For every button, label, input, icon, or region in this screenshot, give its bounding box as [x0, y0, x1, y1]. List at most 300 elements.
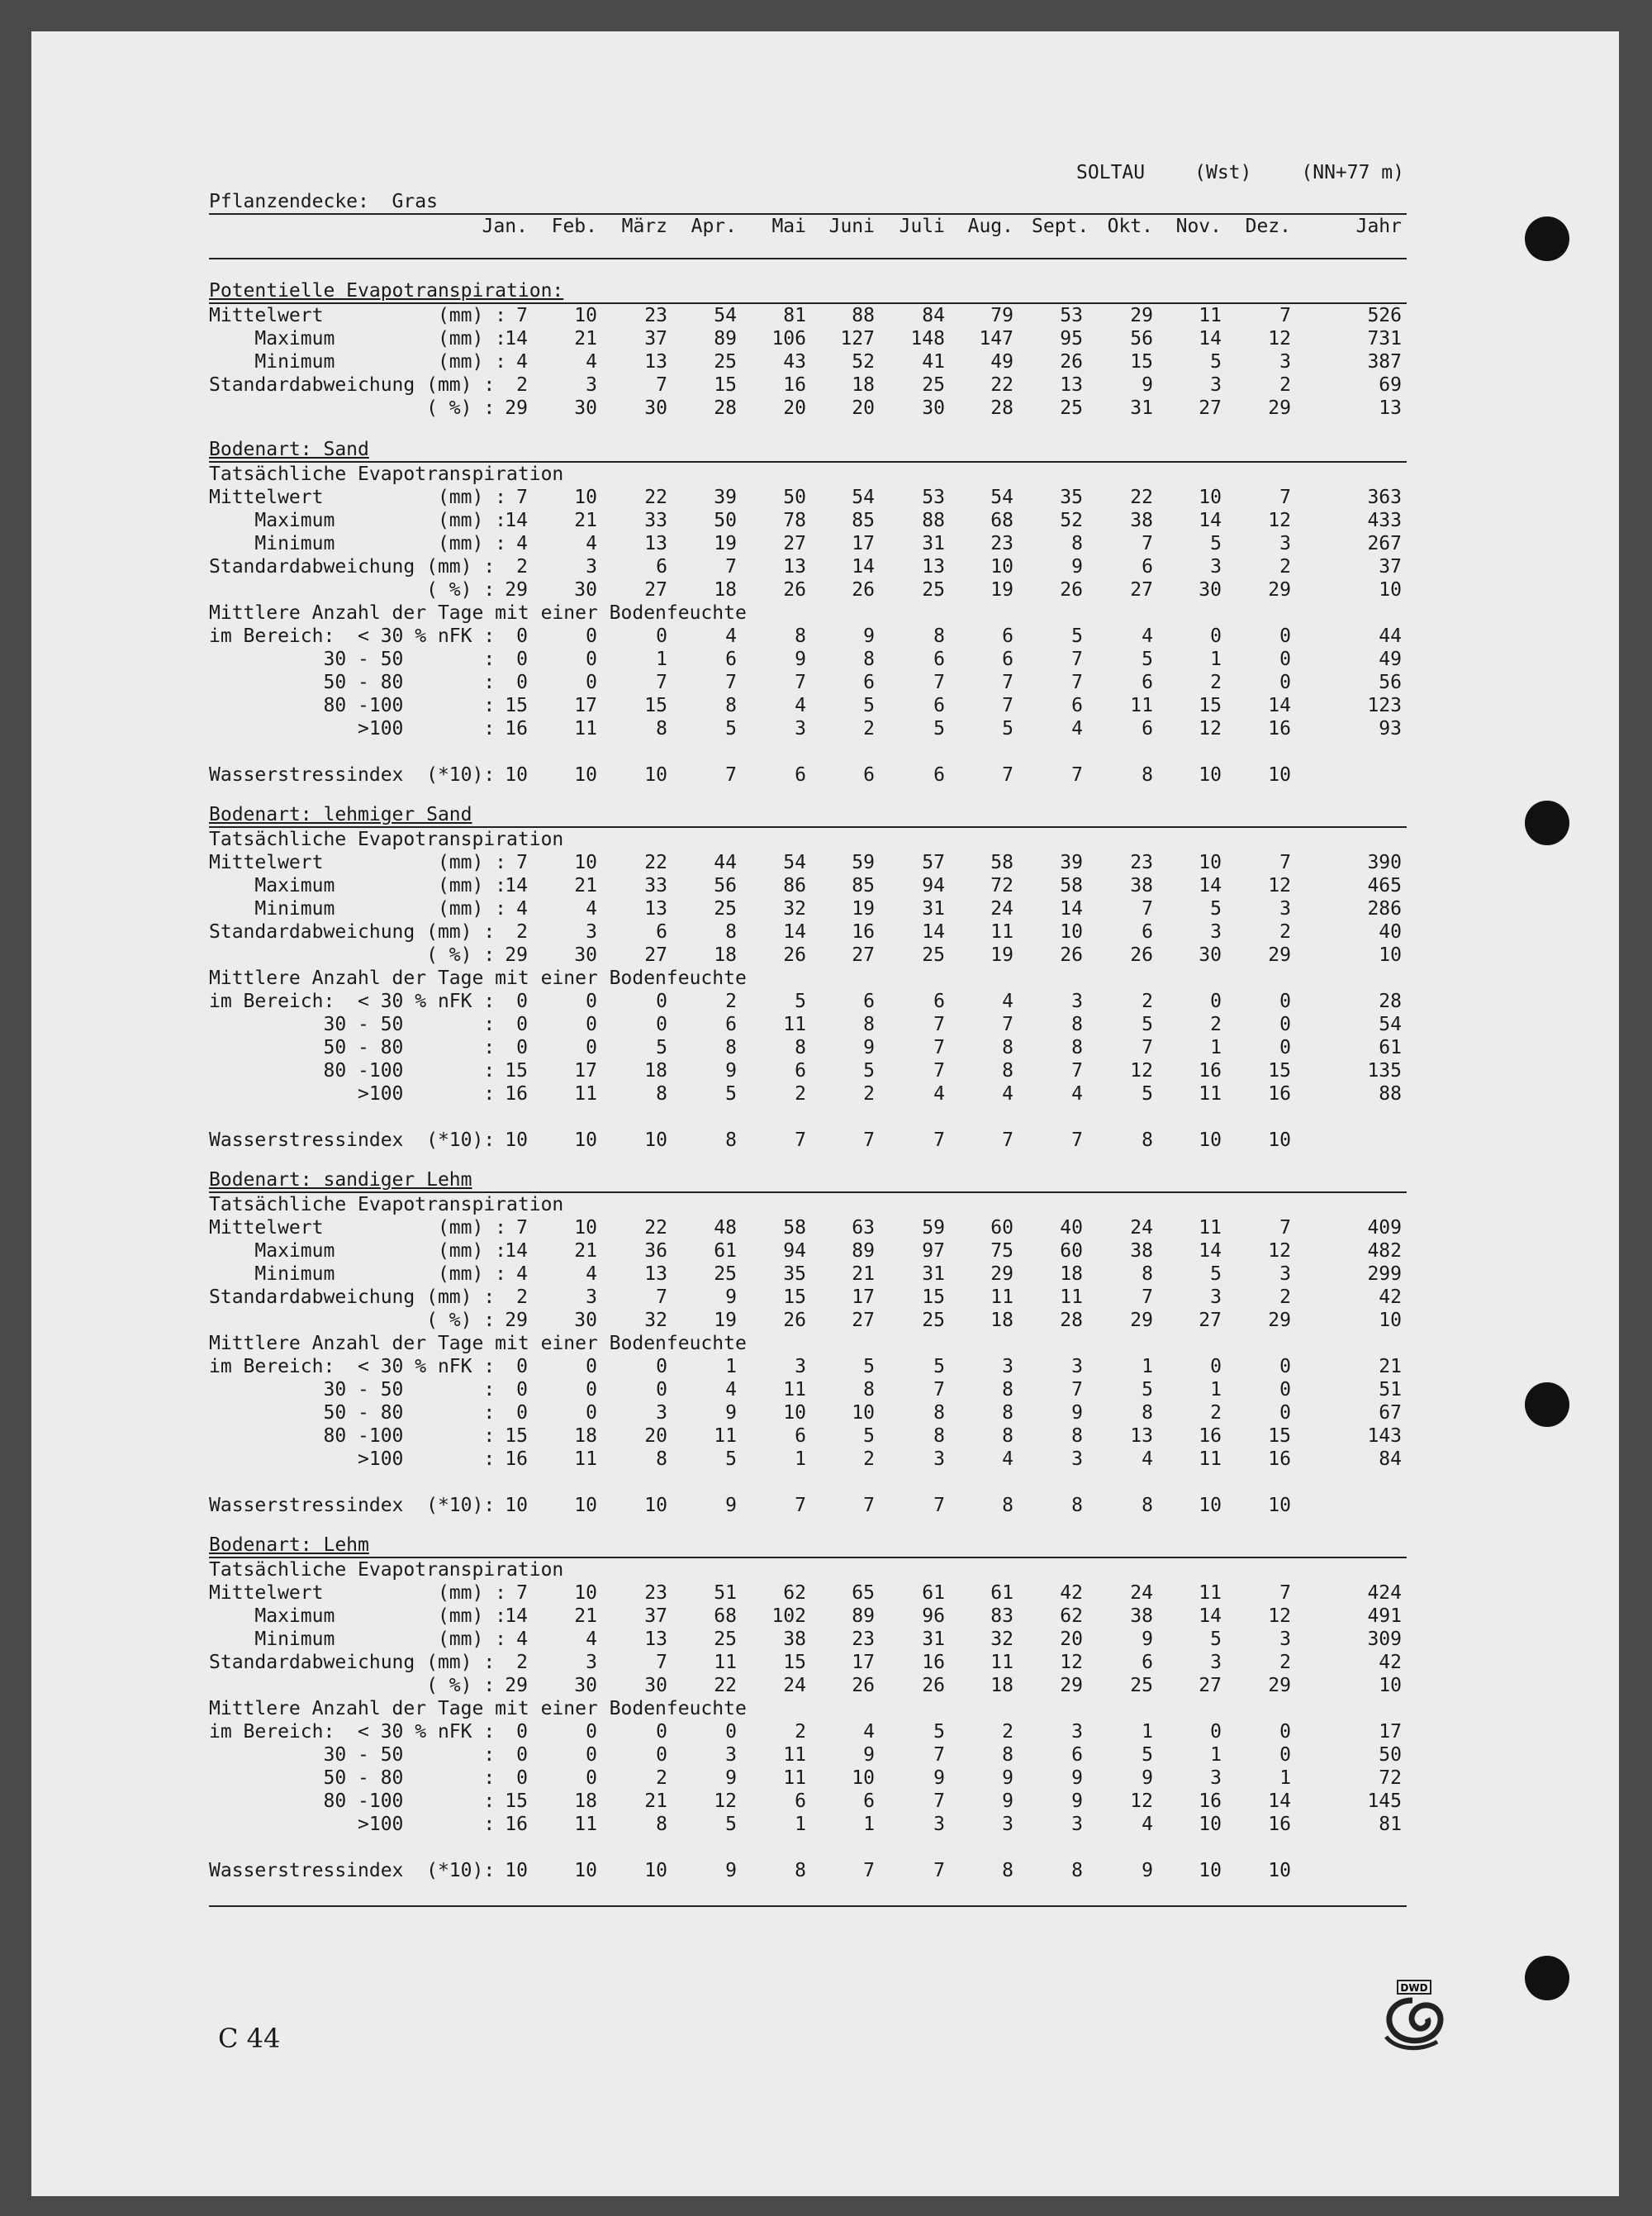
table-cell: 14	[922, 921, 945, 943]
table-cell: 4	[725, 1379, 737, 1400]
row-label: Mittelwert (mm) :	[209, 852, 507, 873]
days-row	[209, 625, 1407, 648]
punch-hole	[1525, 801, 1569, 845]
table-cell: 7	[656, 374, 667, 396]
table-cell: 10	[505, 764, 528, 786]
table-cell: 24	[1130, 1582, 1153, 1604]
row-label: Minimum (mm) :	[209, 351, 507, 373]
table-cell: 29	[1268, 944, 1291, 966]
table-cell: 9	[933, 1767, 945, 1789]
spacer	[209, 259, 1407, 279]
data-row	[209, 555, 1407, 578]
table-cell: 0	[586, 649, 597, 670]
table-cell: 3	[586, 374, 597, 396]
table-cell: 5	[795, 991, 806, 1012]
table-cell: 25	[1130, 1675, 1153, 1696]
table-cell: 85	[852, 875, 875, 896]
table-cell: 1	[1142, 1721, 1153, 1743]
data-row	[209, 578, 1407, 602]
table-cell: 5	[863, 695, 875, 716]
table-cell: 491	[1367, 1605, 1402, 1627]
table-cell: 16	[1268, 1083, 1291, 1105]
table-cell: 29	[1268, 1310, 1291, 1331]
page-number: C 44	[218, 2023, 281, 2054]
table-cell: 6	[1142, 718, 1153, 739]
row-label: Bodenart: Lehm	[209, 1534, 369, 1556]
table-cell: 9	[1071, 1790, 1083, 1812]
table-cell: 59	[922, 1217, 945, 1239]
wsi-row	[209, 763, 1407, 787]
table-cell: 1	[1210, 1379, 1222, 1400]
table-cell: 22	[644, 487, 667, 508]
table-cell: 0	[586, 1721, 597, 1743]
row-label: 50 - 80 :	[209, 1037, 496, 1058]
row-label: 80 -100 :	[209, 695, 496, 716]
table-cell: 11	[990, 921, 1014, 943]
table-cell: 3	[1071, 1814, 1083, 1835]
table-cell: 16	[852, 921, 875, 943]
table-cell: 25	[922, 944, 945, 966]
table-cell: 26	[1060, 351, 1083, 373]
table-cell: 387	[1367, 351, 1402, 373]
table-cell: 10	[1199, 852, 1222, 873]
table-cell: 127	[840, 328, 875, 350]
table-cell: 10	[1379, 944, 1402, 966]
row-label: 30 - 50 :	[209, 1014, 496, 1035]
table-cell: 16	[505, 1814, 528, 1835]
row-label: ( %) :	[209, 944, 496, 966]
table-cell: 8	[1142, 1402, 1153, 1424]
row-label: Mittelwert (mm) :	[209, 1217, 507, 1239]
table-cell: 433	[1367, 510, 1402, 531]
days-title	[209, 967, 1407, 990]
row-label: Standardabweichung (mm) :	[209, 1286, 496, 1308]
station-header	[209, 162, 1407, 190]
table-cell: 12	[1199, 718, 1222, 739]
table-cell: 21	[852, 1263, 875, 1285]
table-cell: 1	[795, 1448, 806, 1470]
spacer	[209, 1152, 1407, 1168]
table-cell: 38	[1130, 875, 1153, 896]
table-cell: 22	[644, 852, 667, 873]
table-cell: 0	[586, 991, 597, 1012]
row-label: 80 -100 :	[209, 1425, 496, 1447]
table-cell: 89	[852, 1605, 875, 1627]
table-cell: 5	[725, 1448, 737, 1470]
table-cell: 22	[1130, 487, 1153, 508]
table-cell: 6	[795, 764, 806, 786]
table-cell: 16	[922, 1652, 945, 1673]
table-cell: 16	[1199, 1425, 1222, 1447]
table-cell: 8	[1071, 1860, 1083, 1881]
table-cell: 0	[1210, 625, 1222, 647]
table-cell: 4	[1071, 1083, 1083, 1105]
table-cell: 38	[1130, 1240, 1153, 1262]
row-label: Maximum (mm) :	[209, 1240, 507, 1262]
table-cell: 1	[1142, 1356, 1153, 1377]
table-cell: 8	[1071, 533, 1083, 554]
table-cell: 10	[574, 1582, 597, 1604]
table-cell: 8	[1002, 1425, 1014, 1447]
table-cell: 14	[1060, 898, 1083, 920]
soil-subtitle	[209, 1558, 1407, 1581]
table-cell: 4	[516, 1629, 528, 1650]
data-row	[209, 327, 1407, 350]
table-cell: 16	[1268, 1814, 1291, 1835]
table-cell: 61	[714, 1240, 737, 1262]
table-cell: 18	[990, 1310, 1014, 1331]
table-cell: 286	[1367, 898, 1402, 920]
table-cell: 60	[1060, 1240, 1083, 1262]
table-cell: 0	[1279, 672, 1291, 693]
table-cell: 22	[990, 374, 1014, 396]
table-cell: 40	[1060, 1217, 1083, 1239]
row-label: ( %) :	[209, 397, 496, 419]
table-cell: 7	[863, 1129, 875, 1151]
table-cell: 3	[586, 1652, 597, 1673]
table-cell: 88	[1379, 1083, 1402, 1105]
table-cell: 23	[644, 305, 667, 326]
table-cell: 2	[516, 1652, 528, 1673]
table-cell: 18	[714, 579, 737, 601]
data-row	[209, 897, 1407, 920]
table-cell: 0	[516, 1767, 528, 1789]
table-cell: 14	[1268, 1790, 1291, 1812]
table-cell: 4	[1142, 1814, 1153, 1835]
table-cell: 33	[644, 510, 667, 531]
row-label: 80 -100 :	[209, 1790, 496, 1812]
table-cell: 3	[725, 1744, 737, 1766]
table-cell: 27	[644, 944, 667, 966]
table-cell: 28	[990, 397, 1014, 419]
table-cell: 9	[725, 1060, 737, 1082]
table-cell: 0	[1210, 1721, 1222, 1743]
table-cell: 8	[795, 1037, 806, 1058]
table-cell: 27	[1130, 579, 1153, 601]
table-cell: 5	[863, 1356, 875, 1377]
row-label: >100 :	[209, 1083, 496, 1105]
table-cell: 7	[656, 1652, 667, 1673]
table-cell: 6	[1002, 625, 1014, 647]
table-cell: 1	[725, 1356, 737, 1377]
table-cell: 3	[1279, 351, 1291, 373]
table-cell: 27	[852, 1310, 875, 1331]
table-cell: 94	[783, 1240, 806, 1262]
table-cell: 9	[1071, 556, 1083, 578]
table-cell: 7	[1071, 649, 1083, 670]
wsi-row	[209, 1129, 1407, 1152]
table-cell: 75	[990, 1240, 1014, 1262]
table-cell: 2	[795, 1083, 806, 1105]
table-cell: 7	[863, 1495, 875, 1516]
spacer	[209, 1836, 1407, 1859]
table-cell: 2	[1279, 1652, 1291, 1673]
row-label: Tatsächliche Evapotranspiration	[209, 1194, 564, 1215]
table-cell: 9	[725, 1402, 737, 1424]
table-cell: 30	[1199, 579, 1222, 601]
table-cell: 24	[1130, 1217, 1153, 1239]
table-cell: 29	[505, 1310, 528, 1331]
table-cell: 0	[656, 991, 667, 1012]
table-cell: 5	[933, 1356, 945, 1377]
table-cell: 1	[1210, 649, 1222, 670]
table-cell: 5	[725, 1814, 737, 1835]
table-cell: 15	[1199, 695, 1222, 716]
table-cell: 10	[644, 1495, 667, 1516]
table-cell: 0	[516, 625, 528, 647]
table-cell: 0	[516, 1379, 528, 1400]
table-cell: 25	[714, 1263, 737, 1285]
soil-title	[209, 438, 1407, 463]
table-cell: 18	[714, 944, 737, 966]
closing-rule	[209, 1899, 1407, 1907]
table-cell: 0	[516, 649, 528, 670]
table-cell: Mai	[771, 216, 806, 237]
table-cell: 17	[852, 1286, 875, 1308]
soil-subtitle	[209, 828, 1407, 851]
table-cell: 14	[1199, 1605, 1222, 1627]
table-cell: 12	[1130, 1060, 1153, 1082]
table-cell: 26	[783, 1310, 806, 1331]
table-cell: 62	[783, 1582, 806, 1604]
table-cell: 9	[725, 1286, 737, 1308]
table-cell: 2	[863, 718, 875, 739]
table-cell: 5	[1210, 351, 1222, 373]
table-cell: 12	[714, 1790, 737, 1812]
table-cell: 9	[1142, 374, 1153, 396]
table-cell: 21	[644, 1790, 667, 1812]
table-cell: 31	[1130, 397, 1153, 419]
table-cell: 14	[783, 921, 806, 943]
table-cell: 7	[1142, 533, 1153, 554]
month-header-row	[209, 215, 1407, 238]
row-label: 30 - 50 :	[209, 1379, 496, 1400]
table-cell: 0	[1279, 1037, 1291, 1058]
days-row	[209, 1059, 1407, 1082]
table-cell: 27	[1199, 397, 1222, 419]
table-cell: 0	[1210, 1356, 1222, 1377]
table-cell: 9	[1002, 1790, 1014, 1812]
table-cell: 3	[1002, 1356, 1014, 1377]
data-row	[209, 373, 1407, 397]
table-cell: 3	[1210, 1286, 1222, 1308]
table-cell: 7	[863, 1860, 875, 1881]
table-cell: 39	[714, 487, 737, 508]
table-cell: 5	[1002, 718, 1014, 739]
table-cell: 2	[516, 921, 528, 943]
table-cell: 4	[1002, 1083, 1014, 1105]
table-cell: 10	[574, 1495, 597, 1516]
soil-title	[209, 1534, 1407, 1558]
table-cell: 25	[714, 898, 737, 920]
table-cell: 16	[1199, 1060, 1222, 1082]
row-label: Bodenart: sandiger Lehm	[209, 1169, 472, 1191]
logo-text: DWD	[1400, 1982, 1428, 1994]
table-cell: 0	[656, 1014, 667, 1035]
table-cell: 11	[714, 1425, 737, 1447]
table-cell: 11	[783, 1767, 806, 1789]
data-row	[209, 1263, 1407, 1286]
table-cell: 21	[574, 1605, 597, 1627]
table-cell: 2	[656, 1767, 667, 1789]
table-cell: 10	[1379, 1675, 1402, 1696]
table-cell: 6	[1071, 695, 1083, 716]
table-cell: 13	[783, 556, 806, 578]
table-cell: 0	[1279, 1721, 1291, 1743]
table-cell: 9	[1142, 1767, 1153, 1789]
days-row	[209, 694, 1407, 717]
table-cell: 5	[1142, 1083, 1153, 1105]
table-cell: 14	[505, 875, 528, 896]
table-cell: 18	[852, 374, 875, 396]
table-cell: 8	[1002, 1379, 1014, 1400]
row-label: Minimum (mm) :	[209, 898, 507, 920]
table-cell: 3	[1071, 991, 1083, 1012]
data-row	[209, 1309, 1407, 1332]
table-cell: 5	[725, 1083, 737, 1105]
table-cell: 59	[852, 852, 875, 873]
table-cell: 2	[1002, 1721, 1014, 1743]
table-cell: 13	[1130, 1425, 1153, 1447]
table-cell: 0	[1279, 649, 1291, 670]
table-cell: 0	[586, 672, 597, 693]
table-cell: 89	[852, 1240, 875, 1262]
cover-label: Pflanzendecke: Gras	[209, 191, 438, 212]
table-cell: 11	[1130, 695, 1153, 716]
row-label: Bodenart: Sand	[209, 439, 369, 460]
table-cell: 3	[1279, 533, 1291, 554]
table-cell: 23	[990, 533, 1014, 554]
table-cell: 10	[644, 1860, 667, 1881]
table-cell: 18	[574, 1790, 597, 1812]
table-cell: 0	[586, 1379, 597, 1400]
table-cell: 56	[714, 875, 737, 896]
row-label: Standardabweichung (mm) :	[209, 374, 496, 396]
row-label: ( %) :	[209, 1675, 496, 1696]
table-cell: 49	[990, 351, 1014, 373]
table-cell: 4	[586, 898, 597, 920]
table-cell: 28	[1060, 1310, 1083, 1331]
table-cell: Dez.	[1245, 216, 1291, 237]
table-cell: 53	[922, 487, 945, 508]
table-cell: 48	[714, 1217, 737, 1239]
table-cell: 15	[783, 1652, 806, 1673]
table-cell: 29	[1130, 305, 1153, 326]
table-cell: 15	[505, 695, 528, 716]
table-cell: 7	[1279, 1217, 1291, 1239]
table-cell: 15	[1268, 1425, 1291, 1447]
table-cell: 3	[586, 921, 597, 943]
table-cell: 2	[863, 1448, 875, 1470]
days-title	[209, 1697, 1407, 1720]
table-cell: 60	[990, 1217, 1014, 1239]
table-cell: 10	[1268, 1860, 1291, 1881]
table-cell: 30	[574, 579, 597, 601]
table-cell: 28	[714, 397, 737, 419]
punch-hole	[1525, 216, 1569, 261]
table-cell: 6	[933, 695, 945, 716]
soil-title	[209, 803, 1407, 828]
table-cell: 5	[863, 1425, 875, 1447]
row-label: Mittlere Anzahl der Tage mit einer Bodenfeuchte	[209, 1698, 747, 1719]
table-cell: 26	[1060, 944, 1083, 966]
table-cell: 52	[852, 351, 875, 373]
table-cell: 18	[644, 1060, 667, 1082]
table-cell: 72	[990, 875, 1014, 896]
table-cell: 16	[505, 1448, 528, 1470]
table-cell: 14	[1199, 510, 1222, 531]
table-cell: 8	[1002, 1495, 1014, 1516]
row-label: 50 - 80 :	[209, 672, 496, 693]
table-cell: 21	[574, 328, 597, 350]
table-cell: 7	[725, 764, 737, 786]
soil-title	[209, 1168, 1407, 1193]
table-cell: 3	[1071, 1448, 1083, 1470]
table-cell: 10	[1379, 579, 1402, 601]
table-cell: 25	[922, 374, 945, 396]
table-cell: 7	[1279, 852, 1291, 873]
row-label: >100 :	[209, 1814, 496, 1835]
row-label: Mittelwert (mm) :	[209, 1582, 507, 1604]
table-cell: 4	[1002, 991, 1014, 1012]
table-cell: 4	[1142, 1448, 1153, 1470]
table-cell: 17	[574, 1060, 597, 1082]
data-row	[209, 1628, 1407, 1651]
row-label: Maximum (mm) :	[209, 328, 507, 350]
table-cell: 54	[714, 305, 737, 326]
table-cell: 61	[1379, 1037, 1402, 1058]
table-cell: 12	[1268, 510, 1291, 531]
spacer	[209, 1882, 1407, 1899]
table-cell: 5	[1210, 1629, 1222, 1650]
table-cell: 11	[783, 1379, 806, 1400]
data-row	[209, 851, 1407, 874]
table-cell: 30	[644, 397, 667, 419]
table-cell: Jan.	[482, 216, 528, 237]
table-cell: 68	[990, 510, 1014, 531]
table-cell: 88	[922, 510, 945, 531]
table-cell: 0	[1279, 625, 1291, 647]
data-row	[209, 486, 1407, 509]
table-cell: 9	[1142, 1629, 1153, 1650]
punch-hole	[1525, 1956, 1569, 2000]
table-cell: 15	[505, 1060, 528, 1082]
table-cell: 32	[990, 1629, 1014, 1650]
table-cell: 86	[783, 875, 806, 896]
table-cell: 3	[1279, 1263, 1291, 1285]
table-cell: 15	[644, 695, 667, 716]
table-cell: 8	[1142, 764, 1153, 786]
table-cell: 7	[1071, 764, 1083, 786]
table-cell: 145	[1367, 1790, 1402, 1812]
table-cell: 135	[1367, 1060, 1402, 1082]
table-cell: 17	[574, 695, 597, 716]
table-cell: 68	[714, 1605, 737, 1627]
table-cell: 4	[516, 351, 528, 373]
table-cell: 3	[1210, 921, 1222, 943]
row-label: ( %) :	[209, 1310, 496, 1331]
table-cell: 7	[933, 1860, 945, 1881]
table-cell: 50	[783, 487, 806, 508]
table-cell: Okt.	[1107, 216, 1153, 237]
table-cell: 79	[990, 305, 1014, 326]
table-cell: 18	[574, 1425, 597, 1447]
wsi-row	[209, 1859, 1407, 1882]
table-cell: 13	[1379, 397, 1402, 419]
table-cell: 309	[1367, 1629, 1402, 1650]
table-cell: 7	[725, 556, 737, 578]
table-cell: 10	[644, 764, 667, 786]
